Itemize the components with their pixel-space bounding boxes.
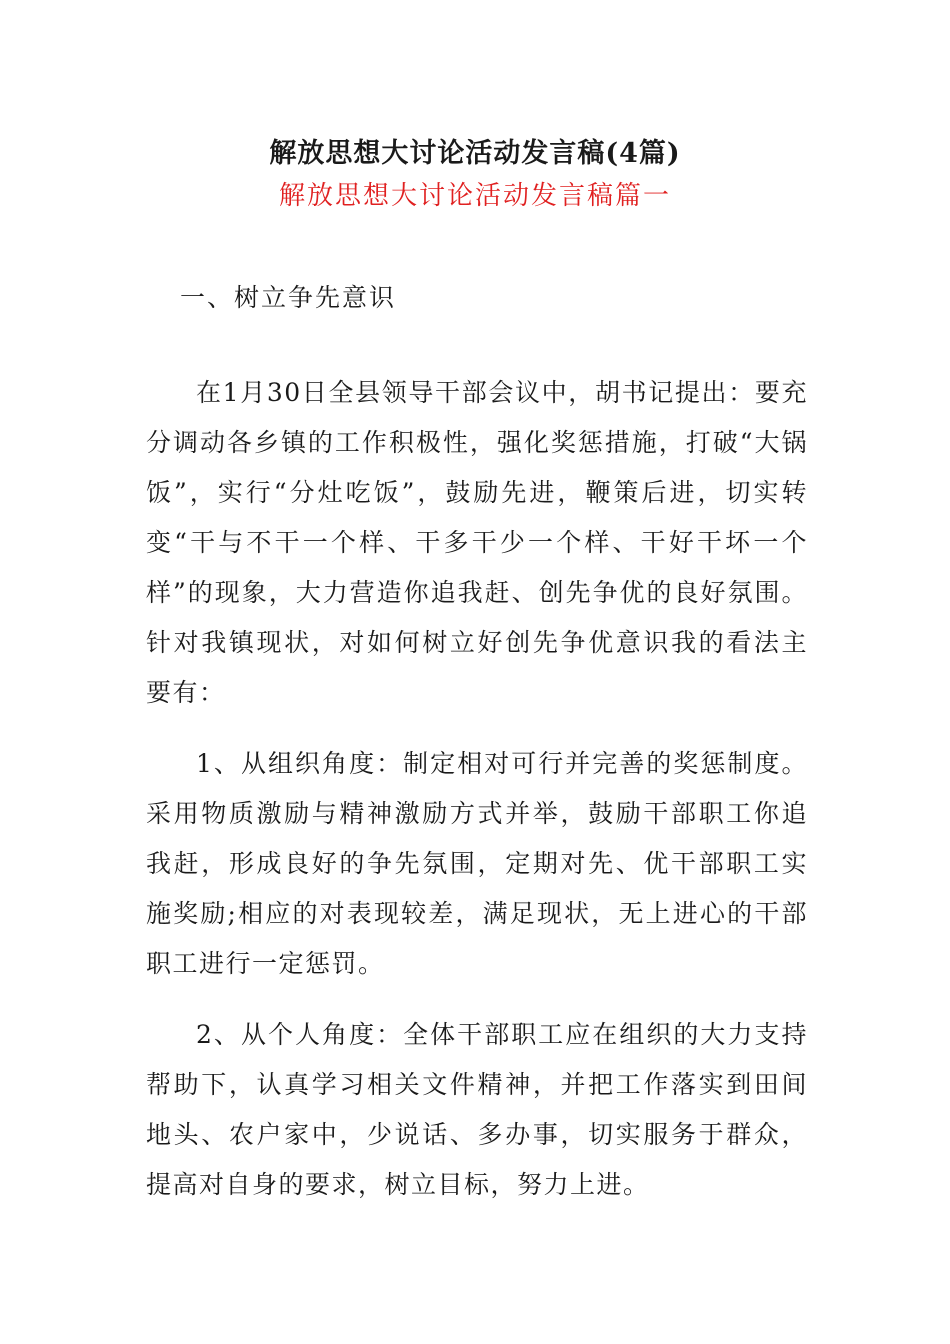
paragraph-individual: 2、从个人角度：全体干部职工应在组织的大力支持帮助下，认真学习相关文件精神，并把工作落实到田间地头、农户家中，少说话、多办事，切实服务于群众，提高对自身的要求，树立目标，努力上进。: [146, 1020, 808, 1199]
section-heading: 一、树立争先意识: [180, 283, 397, 312]
document-title: 解放思想大讨论活动发言稿(4篇): [269, 138, 681, 169]
paragraph-intro: 在1月30日全县领导干部会议中，胡书记提出：要充分调动各乡镇的工作积极性，强化奖惩措施，打破“大锅饭”，实行“分灶吃饭”，鼓励先进，鞭策后进，切实转变“干与不干一个样、干多干少一个样、干好干坏一个样”的现象，大力营造你追我赶、创先争优的良好氛围。针对我镇现状，对如何树立好创先争优意识我的看法主要有：: [146, 378, 808, 707]
paragraph-organization: 1、从组织角度：制定相对可行并完善的奖惩制度。采用物质激励与精神激励方式并举，鼓励干部职工你追我赶，形成良好的争先氛围，定期对先、优干部职工实施奖励;相应的对表现较差，满足现状，无上进心的干部职工进行一定惩罚。: [146, 749, 808, 978]
document-subtitle: 解放思想大讨论活动发言稿篇一: [278, 181, 671, 211]
